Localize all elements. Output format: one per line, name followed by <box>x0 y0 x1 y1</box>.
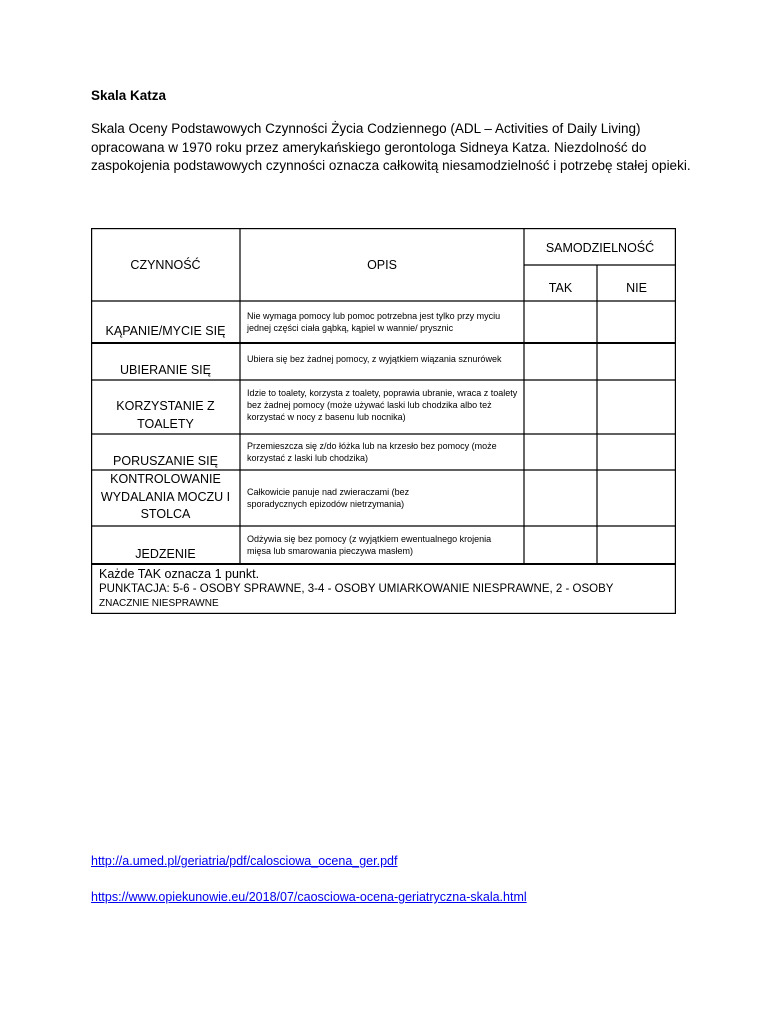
yes-cell-toileting[interactable] <box>524 380 597 434</box>
no-cell-dressing[interactable] <box>597 343 676 380</box>
description-toileting: Idzie to toalety, korzysta z toalety, poprawia ubranie, wraca z toalety bez żadnej pomocy (może używać laski lub chodzika albo też korzystać w nocy z basenu lub nocnika) <box>247 387 518 423</box>
scoring-ranges-continued: ZNACZNIE NIESPRAWNE <box>99 598 219 609</box>
description-dressing: Ubiera się bez żadnej pomocy, z wyjątkiem wiązania sznurówek <box>247 353 502 364</box>
katz-scale-table <box>91 228 676 614</box>
no-cell-continence[interactable] <box>597 470 676 526</box>
no-cell-feeding[interactable] <box>597 526 676 564</box>
document-title: Skala Katza <box>91 88 167 103</box>
description-feeding: Odżywia się bez pomocy (z wyjątkiem ewentualnego krojenia mięsa lub smarowania pieczywa masłem) <box>247 533 492 556</box>
header-no: NIE <box>626 281 647 295</box>
yes-cell-continence[interactable] <box>524 470 597 526</box>
header-independence: SAMODZIELNOŚĆ <box>545 241 655 255</box>
header-description: OPIS <box>367 257 397 272</box>
activity-toileting: KORZYSTANIE Z TOALETY <box>116 399 215 431</box>
source-link-umed[interactable]: http://a.umed.pl/geriatria/pdf/calosciowa_ocena_ger.pdf <box>91 854 398 868</box>
yes-cell-bathing[interactable] <box>524 301 597 343</box>
activity-continence: KONTROLOWANIE WYDALANIA MOCZU I STOLCA <box>100 472 231 522</box>
yes-cell-transferring[interactable] <box>524 434 597 470</box>
header-yes: TAK <box>548 281 573 295</box>
activity-dressing: UBIERANIE SIĘ <box>120 362 211 377</box>
activity-feeding: JEDZENIE <box>135 546 196 561</box>
yes-cell-feeding[interactable] <box>524 526 597 564</box>
description-bathing: Nie wymaga pomocy lub pomoc potrzebna jest tylko przy myciu jednej części ciała gąbką, kąpiel w wannie/ prysznic <box>247 310 501 333</box>
description-transferring: Przemieszcza się z/do łóżka lub na krzesło bez pomocy (może korzystać z laski lub chodzika) <box>247 440 497 463</box>
no-cell-transferring[interactable] <box>597 434 676 470</box>
scoring-note: Każde TAK oznacza 1 punkt. <box>99 567 260 581</box>
no-cell-bathing[interactable] <box>597 301 676 343</box>
yes-cell-dressing[interactable] <box>524 343 597 380</box>
header-activity: CZYNNOŚĆ <box>130 257 201 272</box>
source-link-opiekunowie[interactable]: https://www.opiekunowie.eu/2018/07/caosciowa-ocena-geriatryczna-skala.html <box>91 890 527 904</box>
scoring-ranges: PUNKTACJA: 5-6 - OSOBY SPRAWNE, 3-4 - OSOBY UMIARKOWANIE NIESPRAWNE, 2 - OSOBY <box>99 583 614 595</box>
activity-transferring: PORUSZANIE SIĘ <box>113 453 218 468</box>
activity-bathing: KĄPANIE/MYCIE SIĘ <box>105 323 226 338</box>
no-cell-toileting[interactable] <box>597 380 676 434</box>
description-continence: Całkowicie panuje nad zwieraczami (bez sporadycznych epizodów nietrzymania) <box>247 486 410 509</box>
intro-paragraph: Skala Oceny Podstawowych Czynności Życia Codziennego (ADL – Activities of Daily Living) opracowana w 1970 roku przez amerykańskiego gerontologa Sidneya Katza. Niezdolność do zaspokojenia podstawowych czynności oznacza całkowitą niesamodzielność i potrzebę stałej opieki. <box>91 121 691 173</box>
